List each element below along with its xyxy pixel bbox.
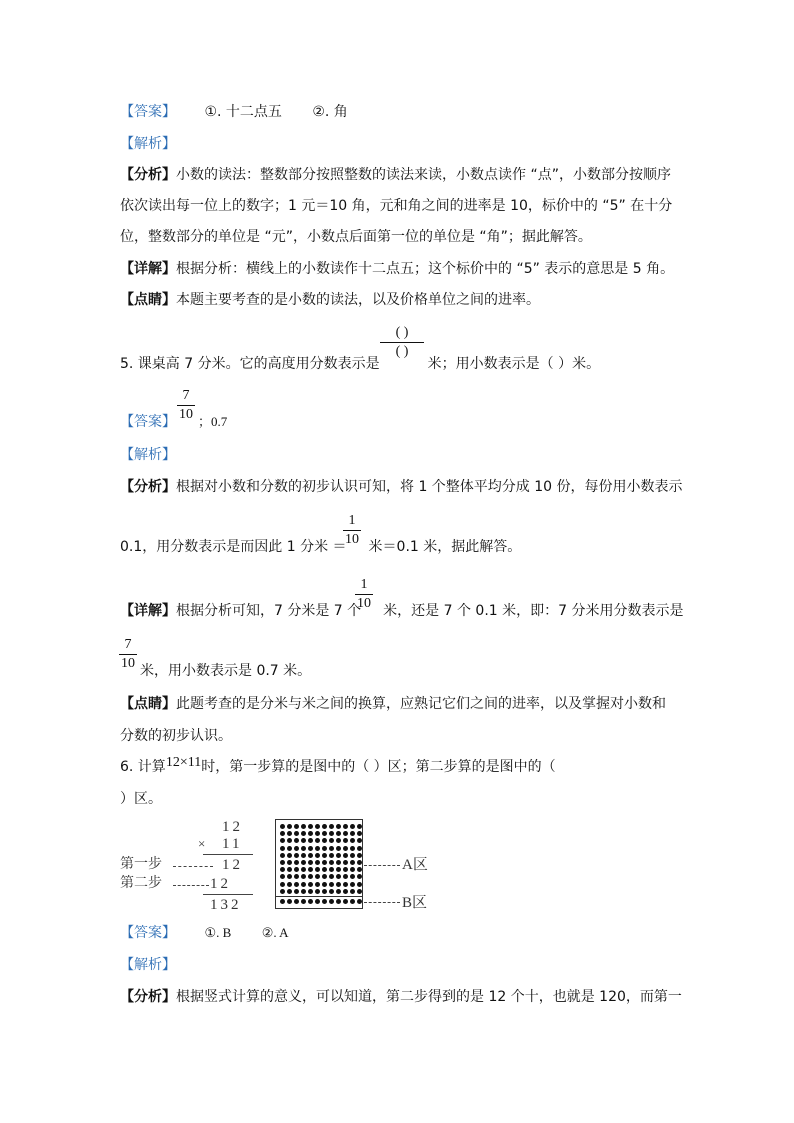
sum-line-2 — [203, 894, 253, 895]
step-2-leader — [173, 885, 209, 886]
region-a-dot — [329, 824, 334, 829]
analysis-label: 【解析】 — [120, 136, 176, 152]
answer-item-1: ①. 十二点五 — [204, 104, 282, 120]
xiangjie-text-2: 米，用小数表示是 0.7 米。 — [140, 663, 312, 679]
region-a-dot — [308, 882, 313, 887]
region-a-dot — [357, 846, 362, 851]
fenxi-text: 根据对小数和分数的初步认识可知，将 1 个整体平均分成 10 份，每份用小数表示 — [176, 479, 683, 495]
q5-answer-fraction — [177, 388, 195, 423]
q6-analysis-heading — [120, 955, 176, 975]
fenxi-label: 【分析】 — [120, 479, 176, 495]
xiangjie-text: 根据分析：横线上的小数读作十二点五；这个标价中的 “5” 表示的意思是 5 角。 — [176, 261, 675, 277]
region-a-dot — [294, 824, 299, 829]
region-a-dot — [280, 889, 285, 894]
fraction-denominator: 10 — [357, 596, 371, 611]
fraction-denominator: 10 — [179, 407, 193, 422]
region-a-dot — [287, 860, 292, 865]
q6-expression: 12×11 — [165, 755, 202, 770]
q4-answer-row — [120, 102, 348, 122]
answer-label: 【答案】 — [120, 925, 176, 941]
region-a-dot — [315, 853, 320, 858]
region-a-dot — [322, 853, 327, 858]
fraction-numerator: 7 — [119, 637, 137, 655]
region-b-dot — [336, 899, 341, 904]
fraction-denominator: 10 — [121, 656, 135, 671]
region-divider — [275, 896, 363, 897]
dianjing-text: 此题考查的是分米与米之间的换算，应熟记它们之间的进率，以及掌握对小数和 — [176, 696, 666, 712]
region-b-dot — [329, 899, 334, 904]
q5-answer-row — [120, 412, 227, 432]
region-a-dot — [294, 853, 299, 858]
q4-fenxi-line-2: 依次读出每一位上的数字；1 元＝10 角，元和角之间的进率是 10，标价中的 “5” 在十分 — [120, 198, 673, 214]
region-b-dot — [280, 899, 285, 904]
dianjing-label: 【点睛】 — [120, 292, 176, 308]
q5-dianjing-line-1 — [120, 694, 666, 714]
region-a-dot — [336, 846, 341, 851]
region-a-dot — [357, 860, 362, 865]
region-b-dot — [294, 899, 299, 904]
q6-question-prefix: 6. 计算 — [120, 759, 166, 775]
region-a-dot — [322, 846, 327, 851]
step-1-leader — [173, 866, 213, 867]
q6-fenxi-line-1 — [120, 987, 682, 1007]
region-a-dot — [287, 824, 292, 829]
region-a-dot — [329, 882, 334, 887]
fraction-numerator: 7 — [177, 388, 195, 406]
region-a-dot — [343, 824, 348, 829]
region-a-dot — [315, 846, 320, 851]
q5-xiangjie-line-2 — [120, 661, 311, 681]
q5-analysis-heading — [120, 445, 176, 465]
region-b-dot — [287, 899, 292, 904]
region-a-dot — [308, 889, 313, 894]
region-a-dot — [294, 846, 299, 851]
fraction-denominator: 10 — [345, 532, 359, 547]
answer-item-1: ①. B — [204, 925, 232, 940]
region-a-dot — [329, 853, 334, 858]
region-a-leader — [364, 865, 400, 866]
region-b-dot — [301, 899, 306, 904]
step-2-label: 第二步 — [120, 876, 162, 891]
region-a-dot — [357, 853, 362, 858]
region-a-dot — [294, 860, 299, 865]
xiangjie-label: 【详解】 — [120, 261, 176, 277]
fraction-numerator: 1 — [343, 513, 361, 531]
region-b-label: B区 — [402, 895, 428, 911]
q6-question-mid: 时，第一步算的是图中的（ ）区；第二步算的是图中的（ — [201, 759, 556, 775]
region-a-dot — [287, 853, 292, 858]
q6-question-line-1 — [120, 757, 556, 778]
region-a-dot — [336, 882, 341, 887]
multiplicand: 12 — [222, 819, 243, 835]
q4-analysis-heading — [120, 134, 176, 154]
region-a-dot — [301, 889, 306, 894]
region-a-dot — [350, 846, 355, 851]
region-a-dot — [329, 860, 334, 865]
region-a-dot — [357, 824, 362, 829]
answer-item-2: ②. 角 — [312, 104, 348, 120]
xiangjie-text-a: 根据分析可知，7 分米是 7 个 — [176, 603, 362, 619]
fraction-denominator-blank[interactable]: ( ) — [395, 344, 409, 359]
dianjing-text: 本题主要考查的是小数的读法，以及价格单位之间的进率。 — [176, 292, 540, 308]
region-a-dot — [294, 882, 299, 887]
region-a-dot — [350, 882, 355, 887]
region-a-dot — [343, 853, 348, 858]
q4-dianjing — [120, 290, 540, 310]
step-1-label: 第一步 — [120, 857, 162, 872]
region-a-dot — [322, 882, 327, 887]
region-a-dot — [280, 824, 285, 829]
region-a-dot — [280, 882, 285, 887]
analysis-label: 【解析】 — [120, 957, 176, 973]
region-a-dot — [301, 882, 306, 887]
region-a-label: A区 — [402, 857, 428, 873]
region-a-dot — [350, 824, 355, 829]
fraction-numerator: 1 — [355, 577, 373, 595]
region-a-dot — [329, 889, 334, 894]
q5-xiangjie-fraction — [355, 577, 373, 612]
region-a-dot — [308, 860, 313, 865]
q4-fenxi-line-1 — [120, 165, 671, 185]
region-a-dot — [301, 853, 306, 858]
q5-xiangjie-line-1 — [120, 601, 684, 621]
region-a-dot — [336, 824, 341, 829]
region-a-dot — [343, 846, 348, 851]
region-a-dot — [322, 889, 327, 894]
answer-label: 【答案】 — [120, 414, 176, 430]
region-a-dot — [357, 889, 362, 894]
region-a-dot — [350, 860, 355, 865]
region-a-dot — [308, 846, 313, 851]
fenxi-text: 根据竖式计算的意义，可以知道，第二步得到的是 12 个十，也就是 120，而第一 — [176, 989, 682, 1005]
q5-fenxi-line-2 — [120, 537, 521, 557]
region-a-dot — [315, 882, 320, 887]
region-b-dot — [315, 899, 320, 904]
xiangjie-text-b: 米，还是 7 个 0.1 米，即：7 分米用分数表示是 — [383, 603, 684, 619]
region-a-dot — [280, 853, 285, 858]
region-a-dot — [343, 882, 348, 887]
region-a-dot — [315, 860, 320, 865]
partial-product-1: 12 — [222, 857, 243, 873]
region-a-dot — [343, 860, 348, 865]
region-b-dot — [322, 899, 327, 904]
region-a-dot — [280, 846, 285, 851]
fenxi-label: 【分析】 — [120, 167, 176, 183]
region-a-dot — [287, 889, 292, 894]
region-a-dot — [329, 846, 334, 851]
region-b-dot — [350, 899, 355, 904]
q5-dianjing-line-2: 分数的初步认识。 — [120, 728, 232, 744]
region-b-dot — [308, 899, 313, 904]
q5-question-prefix: 5. 课桌高 7 分米。它的高度用分数表示是 — [120, 356, 380, 372]
xiangjie-label: 【详解】 — [120, 603, 176, 619]
sum-line-1 — [203, 854, 253, 855]
answer-rest: ；0.7 — [198, 414, 228, 429]
region-a-dot — [308, 824, 313, 829]
q4-xiangjie — [120, 259, 674, 279]
fenxi-text-b: 米＝0.1 米，据此解答。 — [368, 539, 522, 555]
region-a-dot — [322, 824, 327, 829]
fenxi-text-a: 0.1，用分数表示是而因此 1 分米 ＝ — [120, 539, 347, 555]
region-b-leader — [364, 902, 400, 903]
region-b-dot — [357, 899, 362, 904]
region-a-dot — [315, 889, 320, 894]
region-a-dot — [350, 889, 355, 894]
region-a-dot — [301, 846, 306, 851]
fenxi-label: 【分析】 — [120, 989, 176, 1005]
analysis-label: 【解析】 — [120, 447, 176, 463]
region-a-dot — [336, 853, 341, 858]
q6-answer-row — [120, 923, 289, 943]
q4-fenxi-line-3: 位，整数部分的单位是 “元”，小数点后面第一位的单位是 “角”；据此解答。 — [120, 229, 592, 245]
partial-product-2: 12 — [210, 876, 231, 892]
dianjing-label: 【点睛】 — [120, 696, 176, 712]
region-a-dot — [322, 860, 327, 865]
multiplier: 11 — [222, 836, 243, 852]
q6-question-line-2: ）区。 — [120, 791, 162, 807]
region-a-dot — [287, 882, 292, 887]
region-a-dot — [336, 889, 341, 894]
q5-xiangjie-fraction-2 — [119, 637, 137, 672]
region-a-dot — [350, 853, 355, 858]
region-a-dot — [343, 889, 348, 894]
region-a-dot — [301, 824, 306, 829]
region-a-dot — [336, 860, 341, 865]
q5-blank-fraction[interactable] — [380, 325, 424, 360]
final-product: 132 — [210, 897, 242, 913]
fenxi-text: 小数的读法：整数部分按照整数的读法来读，小数点读作 “点”，小数部分按顺序 — [176, 167, 671, 183]
region-a-dot — [357, 882, 362, 887]
q5-question — [120, 354, 600, 374]
multiplication-diagram — [118, 815, 448, 915]
region-a-dot — [308, 853, 313, 858]
region-a-dot — [294, 889, 299, 894]
times-sign: × — [198, 836, 206, 851]
region-a-dot — [280, 860, 285, 865]
region-a-dot — [301, 860, 306, 865]
region-a-dot — [315, 824, 320, 829]
fraction-numerator-blank[interactable]: ( ) — [380, 325, 424, 343]
q5-fenxi-fraction — [343, 513, 361, 548]
answer-item-2: ②. A — [261, 925, 289, 940]
q5-fenxi-line-1 — [120, 477, 683, 497]
q5-question-suffix: 米；用小数表示是（ ）米。 — [427, 356, 601, 372]
answer-label: 【答案】 — [120, 104, 176, 120]
region-b-dot — [343, 899, 348, 904]
region-a-dot — [287, 846, 292, 851]
